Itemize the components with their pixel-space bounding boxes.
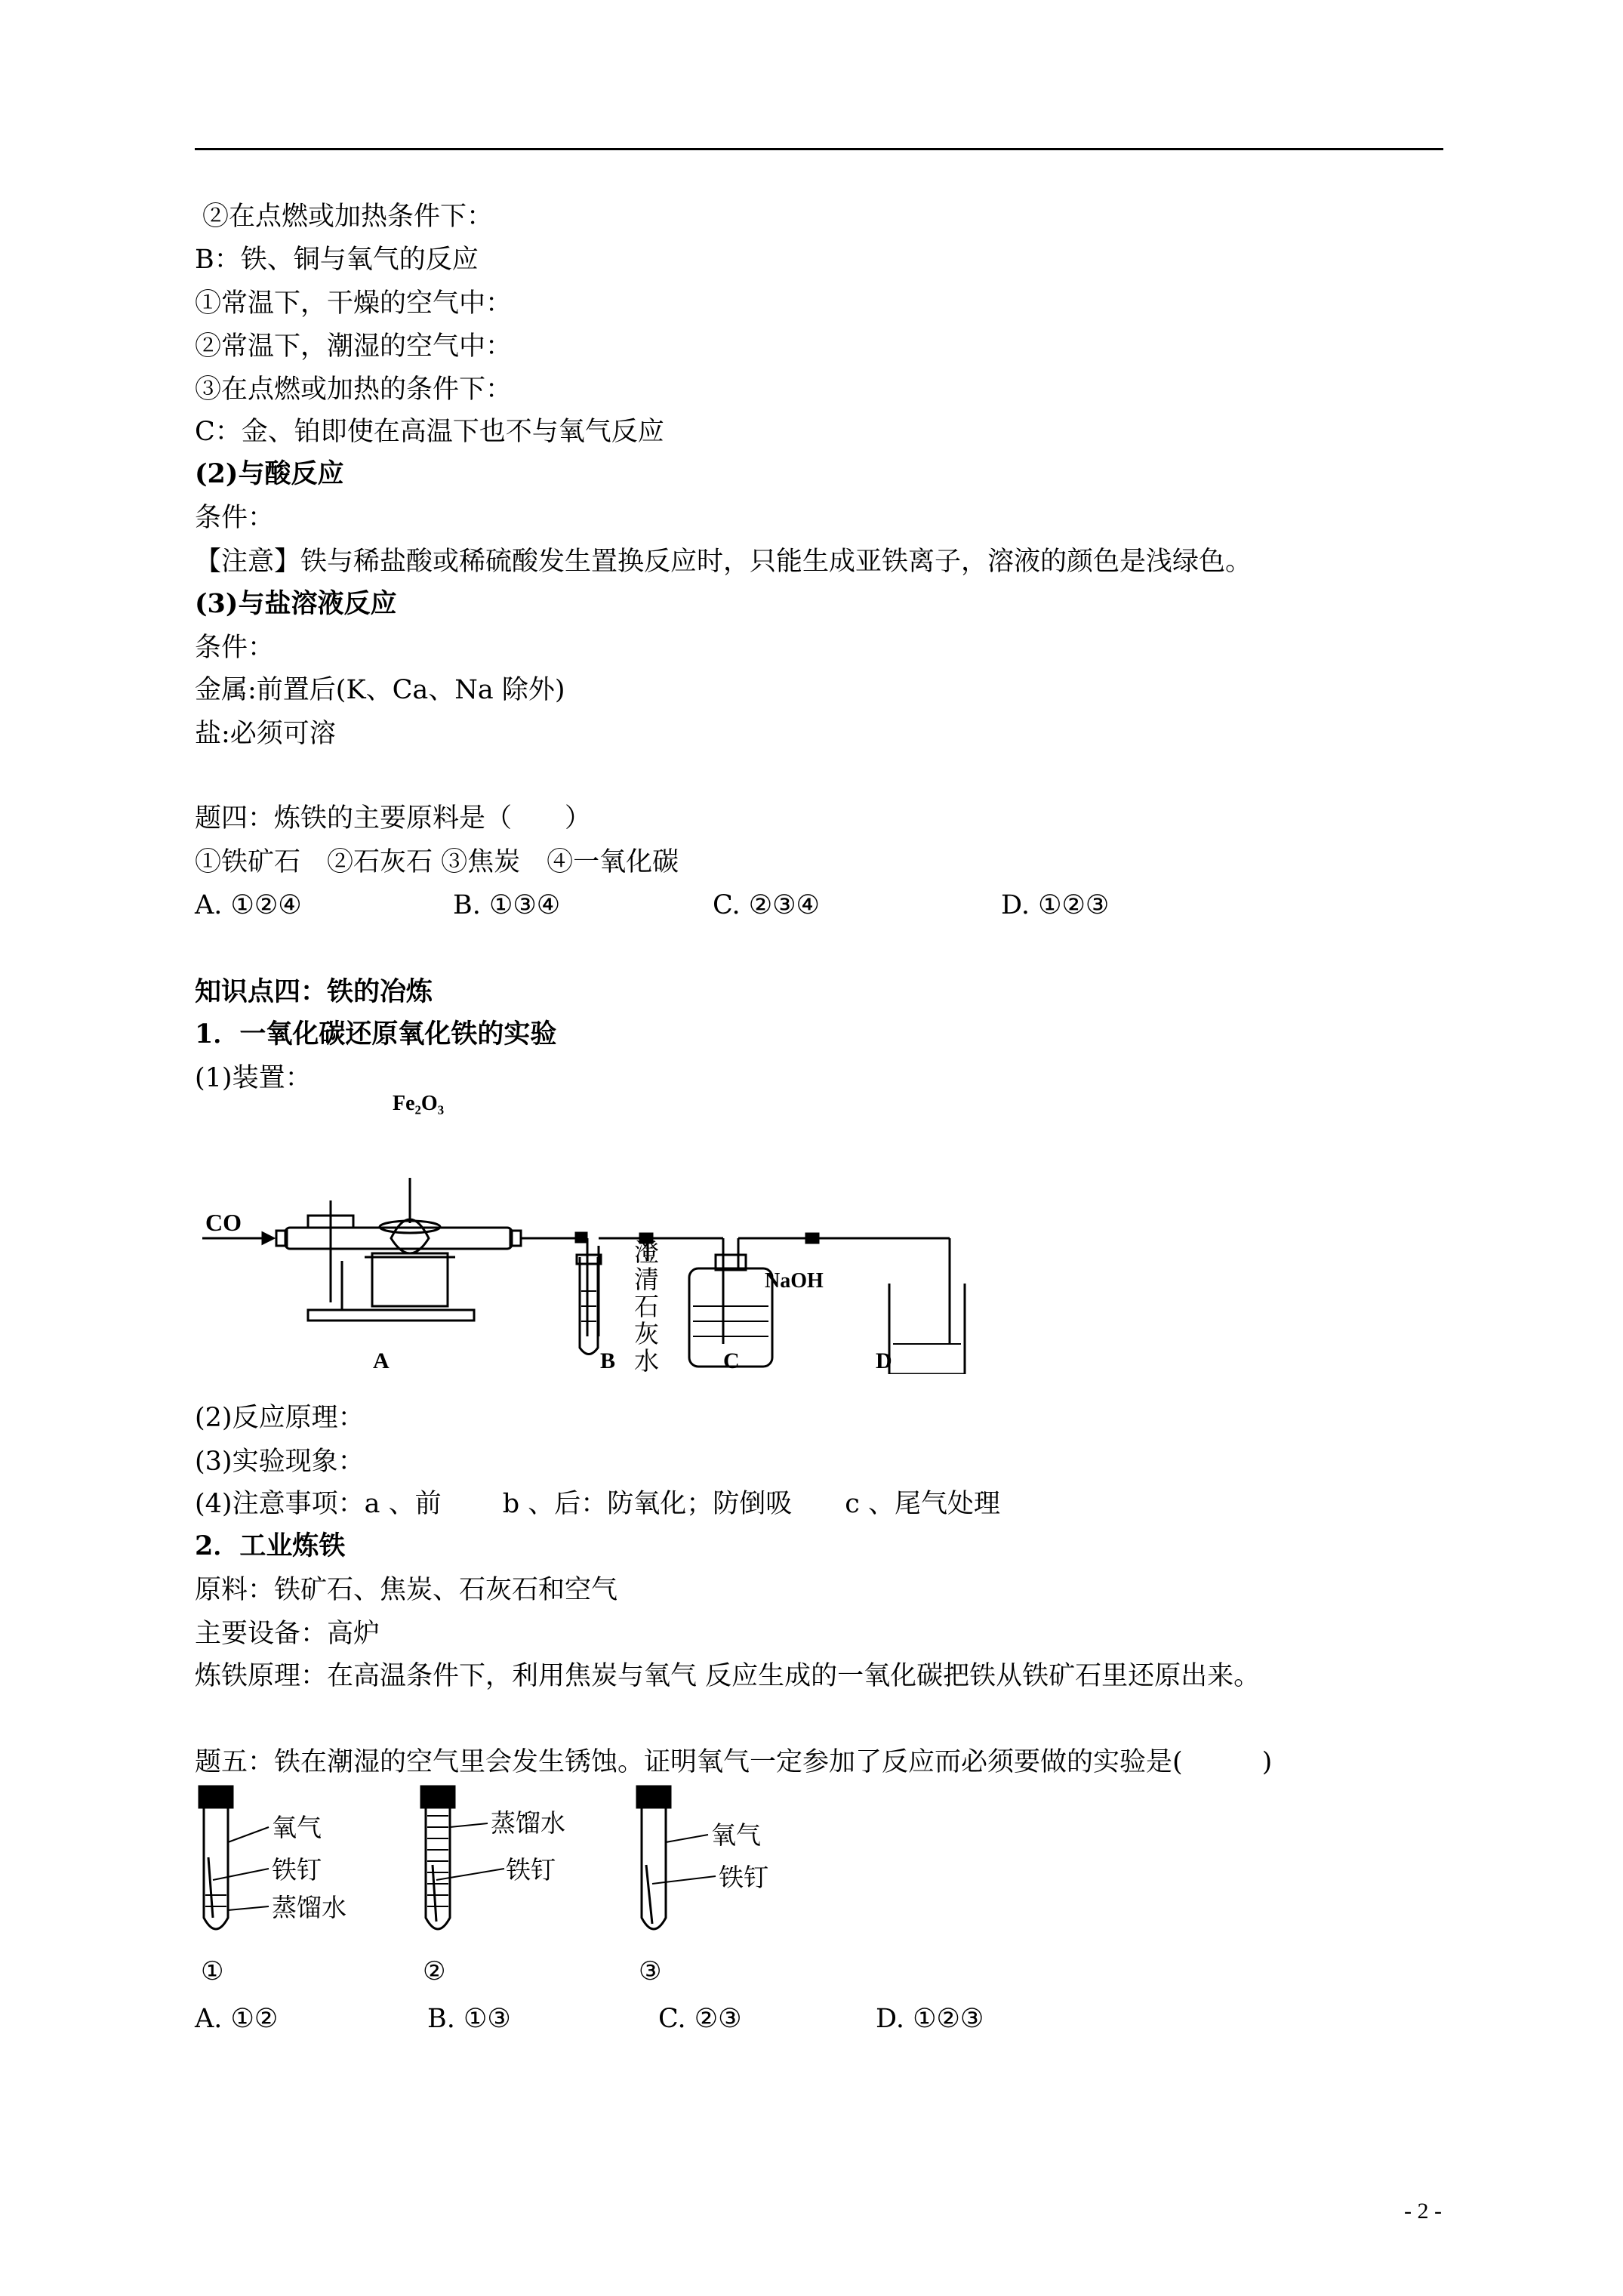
section-heading: 知识点四：铁的冶炼 xyxy=(195,976,433,1007)
text-line: 条件： xyxy=(195,633,275,663)
q4-option-d[interactable]: D. ①②③ xyxy=(1001,890,1110,920)
lime-water-label: 清 xyxy=(634,1267,659,1294)
q5-option-a[interactable]: A. ①② xyxy=(195,2004,279,2034)
fe2o3-label: Fe₂O₃ xyxy=(393,1092,445,1115)
q5-option-d[interactable]: D. ①②③ xyxy=(876,2004,984,2034)
tube1-label: 蒸馏水 xyxy=(272,1895,346,1922)
text-line: (3)实验现象： xyxy=(195,1447,365,1477)
page-number: - 2 - xyxy=(1404,2199,1442,2224)
q4-option-a[interactable]: A. ①②④ xyxy=(195,890,302,920)
section-heading: 2．工业炼铁 xyxy=(195,1530,346,1561)
tube-number-1: ① xyxy=(201,1958,224,1986)
tube2-label: 铁钉 xyxy=(506,1857,556,1885)
q5-option-c[interactable]: C. ②③ xyxy=(658,2004,742,2034)
rust-test-tubes xyxy=(195,1782,844,1986)
apparatus-label-c: C xyxy=(723,1348,740,1373)
naoh-label: NaOH xyxy=(765,1269,824,1293)
apparatus-label-a: A xyxy=(373,1348,390,1373)
text-line: (1)装置： xyxy=(195,1063,312,1093)
text-line: (2)反应原理： xyxy=(195,1403,365,1433)
text-line: ③在点燃或加热的条件下： xyxy=(195,374,513,405)
tube-number-2: ② xyxy=(423,1958,446,1986)
tube-number-3: ③ xyxy=(639,1958,662,1986)
lime-water-label: 澄 xyxy=(634,1240,659,1267)
section-heading: (3)与盐溶液反应 xyxy=(195,588,397,619)
co-label: CO xyxy=(205,1209,242,1236)
text-line: 条件： xyxy=(195,503,275,533)
tube2-label: 蒸馏水 xyxy=(491,1811,565,1838)
co-reduction-apparatus xyxy=(195,1087,987,1374)
text-line: 金属:前置后(K、Ca、Na 除外) xyxy=(195,675,565,705)
tube1-label: 氧气 xyxy=(272,1815,322,1842)
apparatus-label-b: B xyxy=(600,1348,616,1373)
text-line: ①常温下，干燥的空气中： xyxy=(195,288,513,319)
text-line: 主要设备：高炉 xyxy=(195,1619,380,1649)
lime-water-label: 水 xyxy=(634,1348,659,1374)
apparatus-labels xyxy=(195,1336,987,1382)
header-rule xyxy=(195,148,1443,150)
lime-water-label: 石 xyxy=(634,1294,659,1321)
lime-water-label: 灰 xyxy=(634,1321,659,1348)
note-line: 【注意】铁与稀盐酸或稀硫酸发生置换反应时，只能生成亚铁离子，溶液的颜色是浅绿色。 xyxy=(195,547,1252,577)
tube3-label: 氧气 xyxy=(711,1823,761,1850)
question-4-items: ①铁矿石 ②石灰石 ③焦炭 ④一氧化碳 xyxy=(195,847,679,877)
text-line: B：铁、铜与氧气的反应 xyxy=(195,245,479,275)
question-5: 题五：铁在潮湿的空气里会发生锈蚀。证明氧气一定参加了反应而必须要做的实验是( ) xyxy=(195,1747,1273,1777)
text-line: 盐:必须可溶 xyxy=(195,719,336,749)
q4-option-b[interactable]: B. ①③④ xyxy=(453,890,561,920)
q5-option-b[interactable]: B. ①③ xyxy=(427,2004,511,2034)
text-line: (4)注意事项：a 、前 b 、后：防氧化；防倒吸 c 、尾气处理 xyxy=(195,1489,1000,1519)
tube1-label: 铁钉 xyxy=(272,1857,322,1885)
text-line: ②常温下，潮湿的空气中： xyxy=(195,331,513,362)
question-4: 题四：炼铁的主要原料是（ ） xyxy=(195,803,592,834)
text-line: 原料：铁矿石、焦炭、石灰石和空气 xyxy=(195,1575,618,1605)
q4-option-c[interactable]: C. ②③④ xyxy=(713,890,820,920)
tube3-label: 铁钉 xyxy=(719,1865,768,1892)
apparatus-label-d: D xyxy=(876,1348,892,1373)
text-line: ②在点燃或加热条件下： xyxy=(202,202,494,232)
text-line: 炼铁原理：在高温条件下，利用焦炭与氧气 反应生成的一氧化碳把铁从铁矿石里还原出来。 xyxy=(195,1661,1261,1691)
section-heading: (2)与酸反应 xyxy=(195,458,344,489)
text-line: C：金、铂即使在高温下也不与氧气反应 xyxy=(195,417,664,447)
section-heading: 1．一氧化碳还原氧化铁的实验 xyxy=(195,1019,557,1049)
